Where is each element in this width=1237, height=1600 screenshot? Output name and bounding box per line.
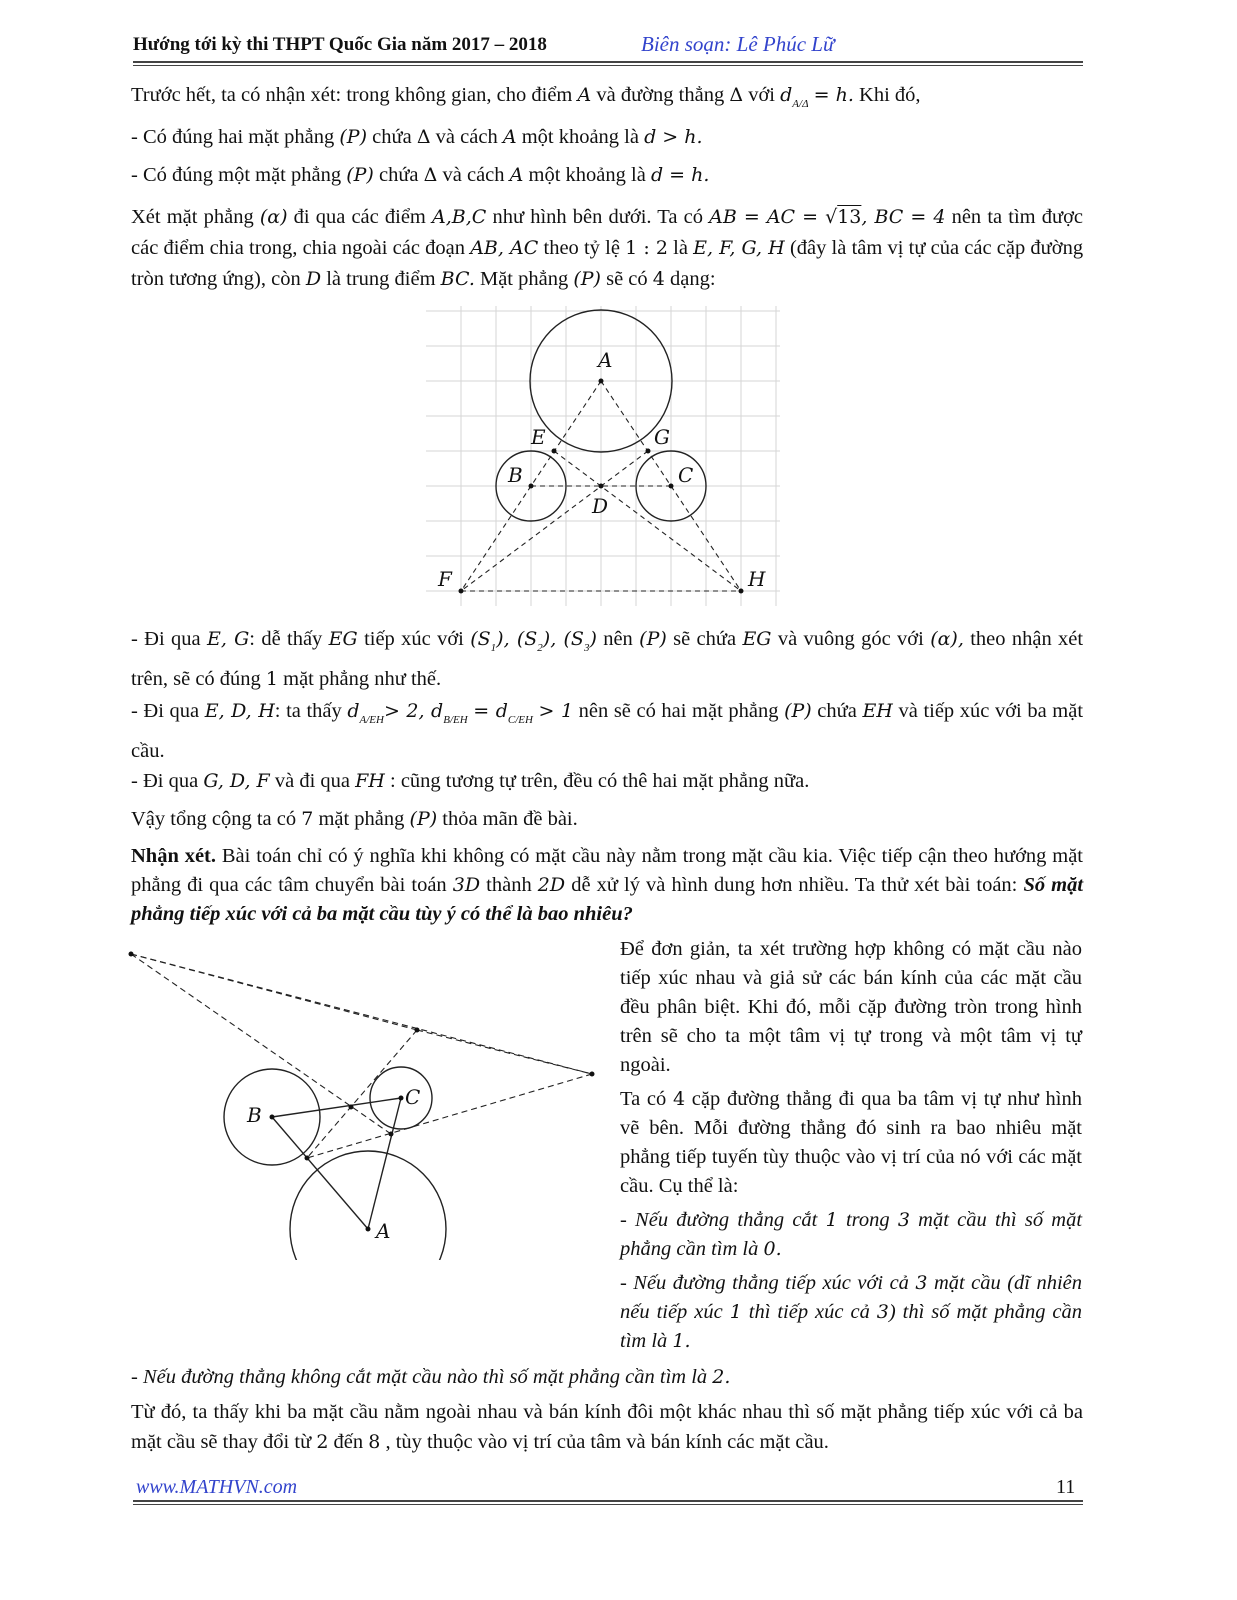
math: (S [470,628,491,650]
text: và cách [435,126,498,148]
math: 1 [265,668,279,690]
math: E, F, G, H [693,237,785,259]
math: (P) [639,628,667,650]
text: sẽ chứa [673,628,737,650]
text: nên [603,628,633,650]
remark-label: Nhận xét. [131,845,217,867]
math: 2 [316,1431,329,1453]
math: AB = AC = [709,206,826,228]
math: 3D [452,874,481,896]
text: Ta có [620,1088,667,1110]
math: d > h. [644,126,703,148]
text: : ta thấy [274,700,342,722]
math: 13 [837,206,862,228]
math: (α), [930,628,964,650]
text: theo nhận xét trên, sẽ có đúng [131,628,1084,690]
text: chứa [372,126,412,148]
intro-bullet-2 [131,160,1083,191]
math: 2. [712,1366,731,1388]
header-rule [133,61,1083,63]
text: và vuông góc với [777,628,924,650]
final-item-3 [131,1362,1083,1393]
text: nên [951,206,982,228]
math-sub: A/EH [359,714,384,726]
text: dạng: [670,268,716,290]
math: (α) [259,206,288,228]
header-title: Hướng tới kỳ thi THPT Quốc Gia năm 2017 – 2018 [133,34,547,55]
math: 3 [915,1272,928,1294]
math: (P) [339,126,367,148]
text: tâm vị tự của các cặp đường tròn tương ứng), còn [131,237,1084,290]
text: như hình bên dưới. Ta có [492,206,703,228]
math: , BC = 4 [861,206,946,228]
math: 0. [763,1238,782,1260]
math-sub: 3 [583,642,590,654]
label-E: E [531,425,546,449]
text: ) thì số mặt phẳng cần tìm là [620,1301,1083,1352]
text: tiếp xúc với [364,628,464,650]
label-C: C [405,1085,421,1109]
text: thành [486,874,532,896]
case-EG [131,624,1083,695]
text: đến [333,1431,364,1453]
header-author: Biên soạn: Lê Phúc Lữ [641,32,835,56]
right-item-1 [620,1206,1082,1264]
text: với [748,84,775,106]
footer-rule [133,1500,1083,1502]
math: E, D, H [204,700,275,722]
text: và đi qua [274,770,350,792]
circle-A [290,1151,446,1260]
math: EG [742,628,772,650]
math: d = h. [650,164,710,186]
label-C: C [678,463,694,487]
text: - Đi qua [131,700,200,722]
text: và đường thẳng [596,84,725,106]
intro-bullet-1 [131,122,1083,153]
text: và cách [442,164,505,186]
figure-circles-grid [420,300,800,610]
text: , tùy thuộc vào vị trí của tâm và bán kính các mặt cầu. [385,1431,829,1453]
text: Vậy tổng cộng ta có [131,808,297,830]
math-sub: C/EH [507,714,533,726]
math: Δ [729,84,744,106]
math: (P) [784,700,812,722]
text: sẽ có [606,268,648,290]
sqrt-symbol: √ [825,206,838,228]
math: (P) [573,268,601,290]
math: A,B,C [432,206,487,228]
label-F: F [438,567,452,591]
math-sub: 2 [537,642,543,654]
text: đi qua các điểm [293,206,426,228]
text: tiếp xúc với ba mặt cầu. [131,700,1084,762]
math: 1. [672,1330,691,1352]
text: (đây là [789,237,847,259]
case-total [131,804,1083,835]
math: EG [328,628,358,650]
text: - Đi qua [131,770,199,792]
math: A [509,164,524,186]
math: A [502,126,517,148]
math: ), (S [542,628,584,650]
math: d [780,84,793,106]
math-sub: B/EH [443,714,468,726]
math: ) [589,628,597,650]
math: BC. [440,268,475,290]
label-B: B [508,463,523,487]
text: Khi đó, [859,84,921,106]
footer-rule-thin [133,1504,1083,1505]
math: 2D [537,874,566,896]
math: FH [355,770,385,792]
conclusion-paragraph [131,1397,1083,1457]
label-A: A [376,1219,391,1243]
points [129,952,595,1232]
math: EH [862,700,893,722]
math: Δ [423,164,438,186]
text: là [673,237,688,259]
math: (P) [409,808,438,830]
math: d [347,700,360,722]
math: = d [473,700,508,722]
figure-three-circles [120,940,610,1260]
math: > 2, d [383,700,444,722]
math: (P) [346,164,374,186]
math-sub: 1 [490,642,497,654]
text: Trước hết, ta có nhận xét: trong không gian, cho điểm [131,84,573,106]
math: G, D, F [203,770,270,792]
text: Từ đó, ta thấy khi ba mặt cầu nằm ngoài nhau và bán kính đôi một khác nhau thì số mặt phẳng tiếp xúc với cả ba mặt cầu sẽ thay đổi từ [131,1401,1083,1453]
text: mặt phẳng như thế. [283,668,442,690]
header-rule-thin [133,65,1083,66]
case-GDF [131,766,1083,797]
text: là trung điểm [326,268,436,290]
intro-line [131,80,1083,120]
math: 3 [897,1209,910,1231]
footer-site[interactable]: www.MATHVN.com [136,1476,298,1498]
math: > 1 [538,700,574,722]
text: - Có đúng một mặt phẳng [131,164,342,186]
right-paragraph-1: Để đơn giản, ta xét trường hợp không có mặt cầu nào tiếp xúc nhau và giả sử các bán kính của các mặt cầu đều phân biệt. Khi đó, mỗi cặp đường tròn trong hình trên sẽ cho ta một tâm vị tự trong và một tâm vị tự ngoài. [620,938,1082,1076]
math: 7 [301,808,314,830]
math: E, G [206,628,250,650]
text: cặp đường thẳng đi qua ba tâm vị tự như hình vẽ bên. Mỗi đường thẳng đó sinh ra bao nhiêu mặt phẳng tiếp tuyến tùy thuộc vào vị trí của nó với các mặt cầu. Cụ thể là: [620,1088,1083,1197]
text: trong [845,1209,890,1231]
text: theo tỷ lệ [543,237,620,259]
label-H: H [748,567,766,591]
math: ), (S [496,628,538,650]
text: - Đi qua [131,628,201,650]
math: AB, AC [470,237,539,259]
triangle [272,1098,401,1229]
label-D: D [592,494,609,518]
text: thỏa mãn đề bài. [442,808,578,830]
text: nên sẽ có hai mặt phẳng [578,700,779,722]
math: D [305,268,322,290]
math: 8 [368,1431,381,1453]
math: A [577,84,592,106]
text: Xét mặt phẳng [131,206,254,228]
text: ta tìm được các điểm chia trong, chia ngoài các đoạn [131,206,1084,259]
text: chứa [378,164,419,186]
math: 1 [825,1209,838,1231]
text: Bài toán chỉ có ý nghĩa khi không có mặt cầu này nằm trong mặt cầu kia. Việc tiếp cận theo hướng mặt phẳng đi qua các tâm chuyển bài toán [131,845,1083,896]
remark-paragraph [131,842,1083,929]
math: 4 [652,268,665,290]
text: - Nếu đường thẳng cắt [620,1209,818,1231]
dashed-lines [131,954,592,1158]
text: mặt phẳng [318,808,405,830]
math: 4 [672,1088,686,1110]
text: và [898,700,918,722]
remark-question: Số mặt phẳng tiếp xúc với cả ba mặt cầu tùy ý có thể là bao nhiêu? [131,874,1084,925]
text: một khoảng là [528,164,646,186]
page-header [133,30,1083,60]
text: mặt cầu (dĩ nhiên nếu tiếp xúc [620,1272,1083,1323]
math-sub: A/Δ [792,98,809,110]
math: Δ [416,126,431,148]
text: dễ xử lý và hình dung hơn nhiều. Ta thử xét bài toán: [571,874,1018,896]
text: - Nếu đường thẳng tiếp xúc với cả [620,1272,909,1294]
math: 1 [729,1301,742,1323]
setup-paragraph [131,202,1083,295]
text: - Nếu đường thẳng không cắt mặt cầu nào thì số mặt phẳng cần tìm là [131,1366,708,1388]
page-number: 11 [1056,1476,1076,1498]
label-A: A [598,348,613,372]
text: : cũng tương tự trên, đều có thê hai mặt phẳng nữa. [390,770,810,792]
text: chứa [817,700,857,722]
text: một khoảng là [521,126,639,148]
math: 3 [876,1301,889,1323]
text: : dễ thấy [249,628,323,650]
text: thì tiếp xúc cả [748,1301,870,1323]
math: = h. [813,84,854,106]
text: Mặt phẳng [479,268,569,290]
case-EDH [131,696,1083,767]
label-G: G [654,425,670,449]
text: mặt cầu thì số mặt phẳng cần tìm là [620,1209,1083,1260]
label-B: B [247,1103,262,1127]
right-item-2 [620,1269,1082,1356]
text: - Có đúng hai mặt phẳng [131,126,335,148]
math: 1 : 2 [625,237,668,259]
right-paragraph-2 [620,1085,1082,1201]
